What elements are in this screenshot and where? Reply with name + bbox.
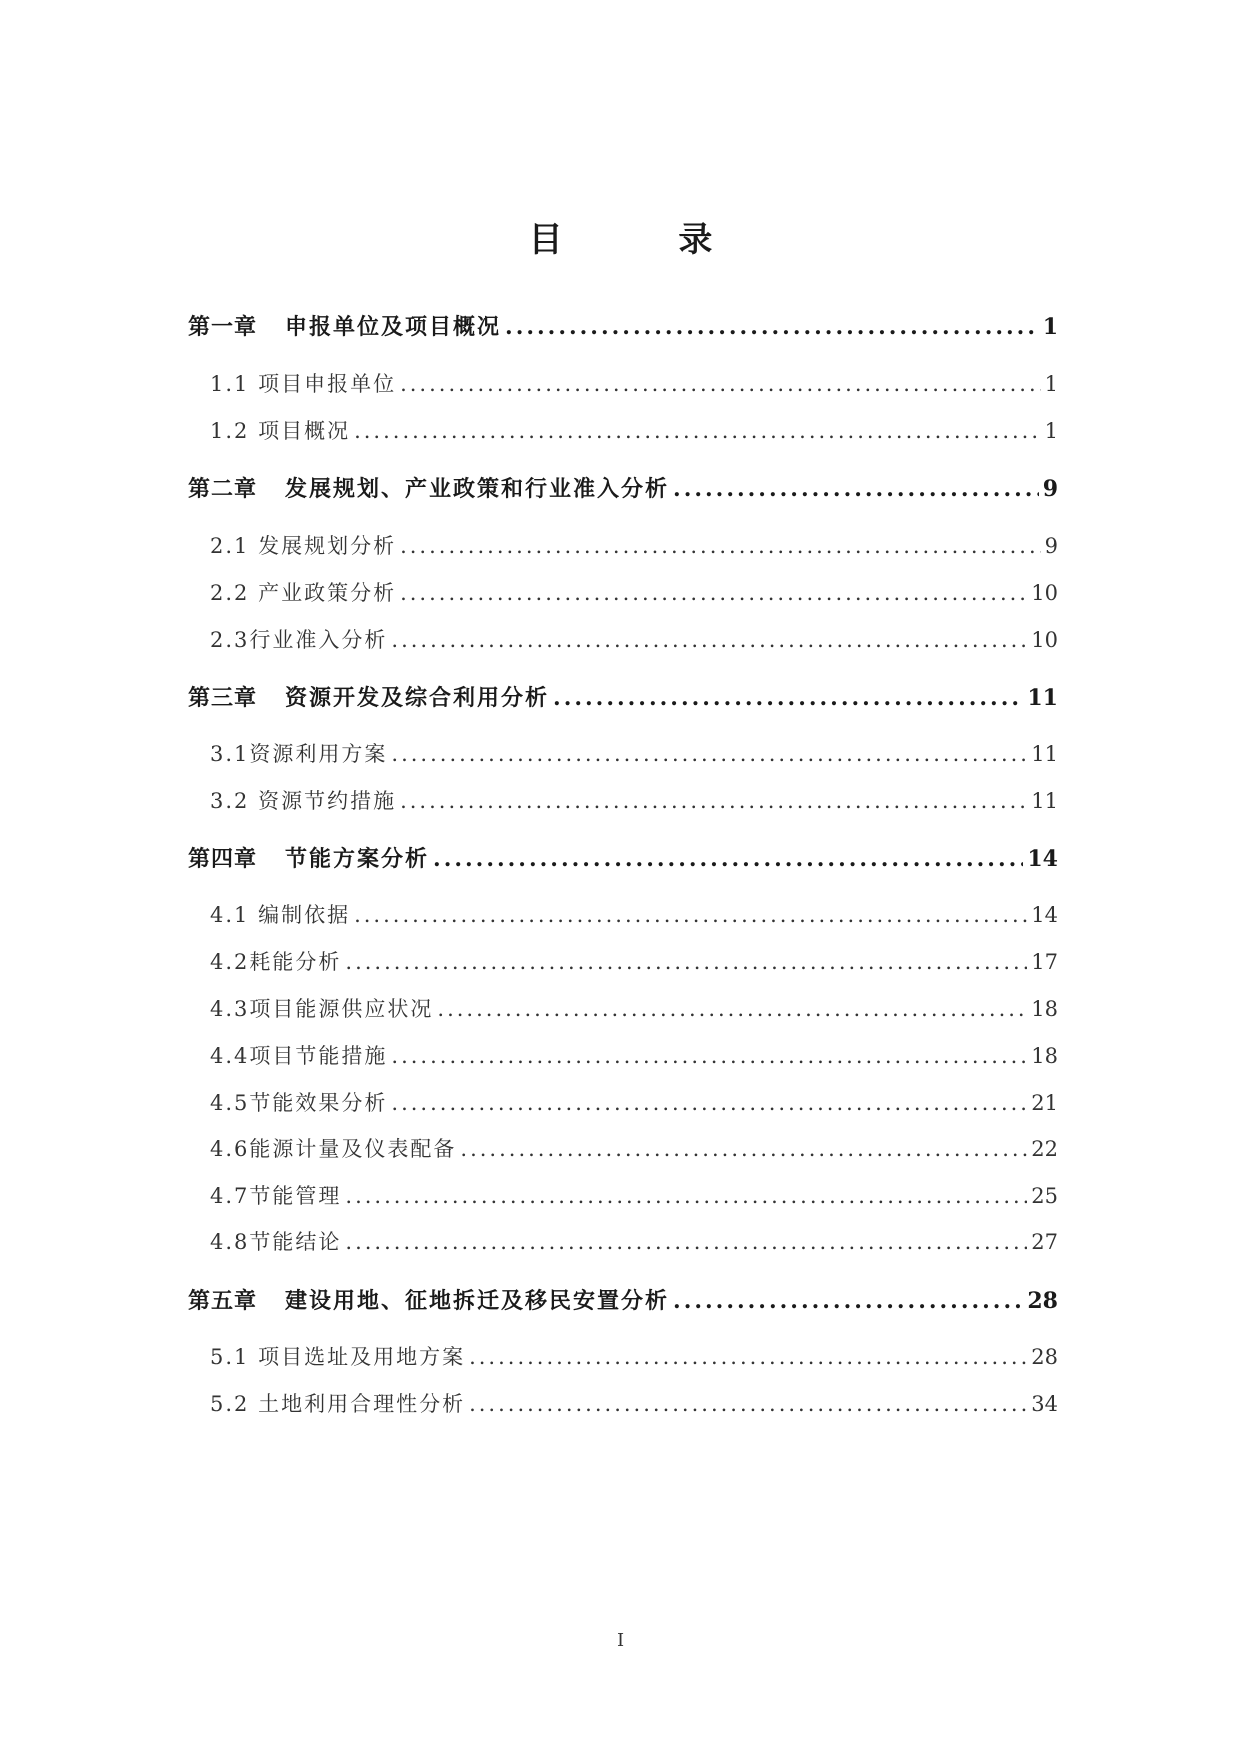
toc-chapter-entry[interactable] xyxy=(188,842,1058,873)
page-title: 目 录 xyxy=(528,220,765,260)
toc-section-entry[interactable] xyxy=(210,624,1058,654)
toc-section-entry[interactable] xyxy=(210,1388,1058,1418)
dot-leader xyxy=(391,1044,1027,1068)
toc-section-entry[interactable] xyxy=(210,1040,1058,1070)
toc-entry-label: 5.2 土地利用合理性分析 xyxy=(210,1392,466,1416)
dot-leader xyxy=(391,1091,1027,1115)
toc-page-number: 18 xyxy=(1031,1044,1058,1068)
dot-leader xyxy=(505,314,1039,340)
toc-entry-label xyxy=(188,310,501,341)
page-number: I xyxy=(616,1630,625,1651)
toc-section-entry[interactable] xyxy=(210,415,1058,445)
toc-section-entry[interactable] xyxy=(210,1087,1058,1117)
toc-chapter-entry[interactable] xyxy=(188,1284,1058,1315)
chapter-title: 资源开发及综合利用分析 xyxy=(285,685,550,711)
toc-entry-label: 2.1 发展规划分析 xyxy=(210,534,397,558)
toc-page-number: 34 xyxy=(1031,1392,1058,1416)
dot-leader xyxy=(400,789,1027,813)
toc-entry-label xyxy=(188,1284,669,1315)
toc-section-entry[interactable] xyxy=(210,1341,1058,1371)
chapter-title: 建设用地、征地拆迁及移民安置分析 xyxy=(285,1288,670,1314)
dot-leader xyxy=(400,581,1027,605)
toc-page-number: 18 xyxy=(1031,997,1058,1021)
toc-entry-label: 4.3项目能源供应状况 xyxy=(210,997,434,1021)
chapter-number: 第三章 xyxy=(188,685,258,711)
toc-entry-label: 3.2 资源节约措施 xyxy=(210,789,397,813)
toc-page-number: 9 xyxy=(1042,476,1058,502)
toc-entry-label: 4.8节能结论 xyxy=(210,1230,342,1254)
chapter-title: 节能方案分析 xyxy=(285,846,430,872)
toc-page-number: 14 xyxy=(1031,903,1058,927)
toc-entry-label xyxy=(188,842,429,873)
toc-section-entry[interactable] xyxy=(210,530,1058,560)
toc-entry-label: 1.1 项目申报单位 xyxy=(210,372,397,396)
toc-page-number: 1 xyxy=(1044,419,1058,443)
chapter-number: 第五章 xyxy=(188,1288,258,1314)
toc-section-entry[interactable] xyxy=(210,899,1058,929)
toc-page-number: 9 xyxy=(1044,534,1058,558)
dot-leader xyxy=(673,1288,1023,1314)
toc-section-entry[interactable] xyxy=(210,577,1058,607)
toc-page-number: 25 xyxy=(1031,1184,1058,1208)
dot-leader xyxy=(460,1137,1027,1161)
dot-leader xyxy=(553,685,1023,711)
toc-page-number: 21 xyxy=(1031,1091,1058,1115)
toc-page-number: 28 xyxy=(1031,1345,1058,1369)
dot-leader xyxy=(673,476,1039,502)
dot-leader xyxy=(391,628,1027,652)
dot-leader xyxy=(400,534,1041,558)
toc-entry-label: 3.1资源利用方案 xyxy=(210,742,388,766)
toc-entry-label: 4.5节能效果分析 xyxy=(210,1091,388,1115)
toc-page-number: 11 xyxy=(1031,789,1058,813)
chapter-number: 第一章 xyxy=(188,314,258,340)
toc-page-number: 11 xyxy=(1027,685,1058,711)
toc-entry-label: 4.2耗能分析 xyxy=(210,950,342,974)
dot-leader xyxy=(354,903,1027,927)
dot-leader xyxy=(469,1345,1027,1369)
toc-section-entry[interactable] xyxy=(210,1226,1058,1256)
toc-chapter-entry[interactable] xyxy=(188,310,1058,341)
toc-section-entry[interactable] xyxy=(210,1180,1058,1210)
toc-section-entry[interactable] xyxy=(210,946,1058,976)
chapter-title: 发展规划、产业政策和行业准入分析 xyxy=(285,476,670,502)
toc-page-number: 10 xyxy=(1031,581,1058,605)
toc-entry-label xyxy=(188,681,549,712)
dot-leader xyxy=(391,742,1027,766)
toc-entry-label: 2.3行业准入分析 xyxy=(210,628,388,652)
toc-entry-label: 4.7节能管理 xyxy=(210,1184,342,1208)
toc-entry-label: 1.2 项目概况 xyxy=(210,419,351,443)
dot-leader xyxy=(354,419,1041,443)
dot-leader xyxy=(345,950,1027,974)
toc-section-entry[interactable] xyxy=(210,738,1058,768)
toc-entry-label xyxy=(188,472,669,503)
chapter-title: 申报单位及项目概况 xyxy=(285,314,502,340)
toc-entry-label: 2.2 产业政策分析 xyxy=(210,581,397,605)
dot-leader xyxy=(400,372,1041,396)
toc-chapter-entry[interactable] xyxy=(188,472,1058,503)
dot-leader xyxy=(345,1230,1027,1254)
dot-leader xyxy=(469,1392,1027,1416)
dot-leader xyxy=(433,846,1023,872)
toc-section-entry[interactable] xyxy=(210,1133,1058,1163)
chapter-number: 第四章 xyxy=(188,846,258,872)
toc-chapter-entry[interactable] xyxy=(188,681,1058,712)
toc-section-entry[interactable] xyxy=(210,785,1058,815)
toc-section-entry[interactable] xyxy=(210,368,1058,398)
toc-entry-label: 4.4项目节能措施 xyxy=(210,1044,388,1068)
toc-entry-label: 5.1 项目选址及用地方案 xyxy=(210,1345,466,1369)
toc-page-number: 17 xyxy=(1031,950,1058,974)
toc-page-number: 1 xyxy=(1042,314,1058,340)
toc-page-number: 1 xyxy=(1044,372,1058,396)
toc-page-number: 14 xyxy=(1027,846,1058,872)
toc-page-number: 28 xyxy=(1027,1288,1058,1314)
dot-leader xyxy=(345,1184,1027,1208)
dot-leader xyxy=(437,997,1027,1021)
toc-page-number: 27 xyxy=(1031,1230,1058,1254)
toc-page-number: 11 xyxy=(1031,742,1058,766)
toc-page-number: 10 xyxy=(1031,628,1058,652)
chapter-number: 第二章 xyxy=(188,476,258,502)
toc-entry-label: 4.1 编制依据 xyxy=(210,903,351,927)
toc-entry-label: 4.6能源计量及仪表配备 xyxy=(210,1137,457,1161)
toc-page-number: 22 xyxy=(1031,1137,1058,1161)
toc-section-entry[interactable] xyxy=(210,993,1058,1023)
